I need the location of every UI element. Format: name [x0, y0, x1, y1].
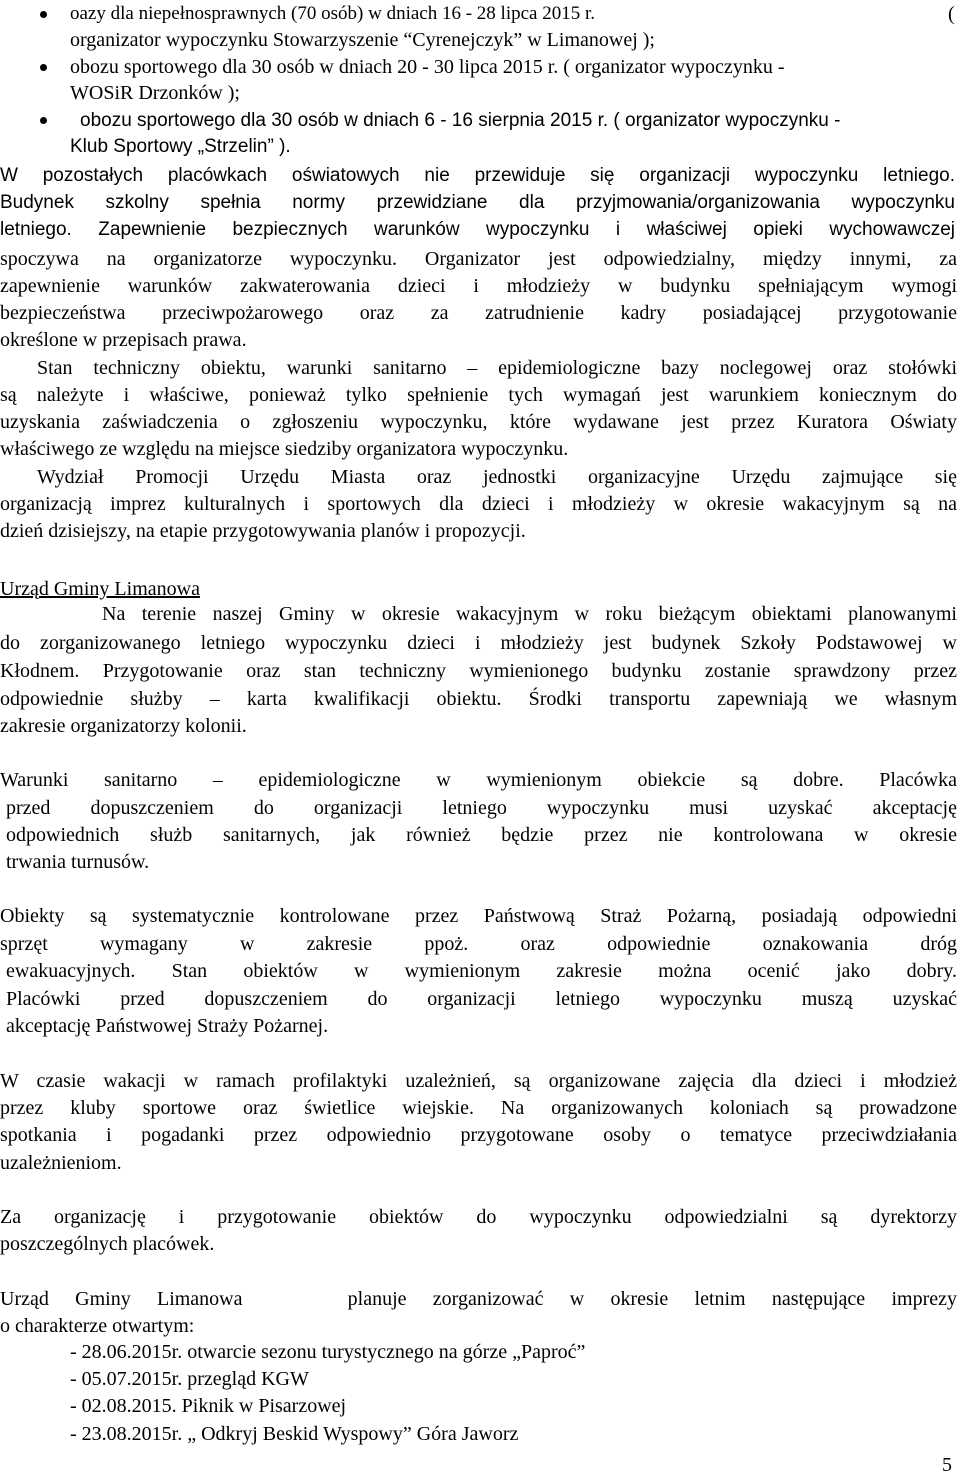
text-line: Za organizację i przygotowanie obiektów do wypoczynku odpowiedzialni są dyrektorzy: [0, 1206, 957, 1228]
text-line: Kłodnem. Przygotowanie oraz stan techniczny wymienionego budynku zostanie sprawdzony przez: [0, 660, 957, 682]
text-line: o charakterze otwartym:: [0, 1315, 195, 1337]
list-item-continuation: Klub Sportowy „Strzelin” ).: [70, 136, 291, 157]
text-line: zakresie organizatorzy kolonii.: [0, 715, 247, 737]
list-item: - 02.08.2015. Piknik w Pisarzowej: [70, 1395, 347, 1417]
text-line: bezpieczeństwa przeciwpożarowego oraz za zatrudnienie kadry posiadającej przygotowanie: [0, 302, 957, 324]
text-line: właściwego ze względu na miejsce siedziby organizatora wypoczynku.: [0, 438, 569, 460]
text-line: określone w przepisach prawa.: [0, 329, 247, 351]
list-item: - 23.08.2015r. „ Odkryj Beskid Wyspowy” Góra Jaworz: [70, 1423, 519, 1445]
text-line: Budynek szkolny spełnia normy przewidziane dla przyjmowania/organizowania wypoczynku: [0, 192, 955, 213]
text-line: spoczywa na organizatorze wypoczynku. Organizator jest odpowiedzialny, między innymi, za: [0, 248, 957, 270]
list-item: - 28.06.2015r. otwarcie sezonu turystycznego na górze „Paproć”: [70, 1341, 586, 1363]
list-item: oazy dla niepełnosprawnych (70 osób) w dniach 16 - 28 lipca 2015 r.: [70, 3, 596, 24]
text-line: przez kluby sportowe oraz świetlice wiejskie. Na organizowanych koloniach są prowadzone: [0, 1097, 957, 1119]
text-line: odpowiednich służb sanitarnych, jak również będzie przez nie kontrolowana w okresie: [6, 824, 957, 846]
text-line: Warunki sanitarno – epidemiologiczne w wymienionym obiekcie są dobre. Placówka: [0, 769, 957, 791]
text-line: sprzęt wymagany w zakresie ppoż. oraz odpowiednie oznakowania dróg: [0, 933, 957, 955]
text-line: ewakuacyjnych. Stan obiektów w wymienionym zakresie można ocenić jako dobry.: [6, 960, 957, 982]
text-line: Stan techniczny obiektu, warunki sanitarno – epidemiologiczne bazy noclegowej oraz stołówki: [37, 357, 957, 379]
text-line: Placówki przed dopuszczeniem do organizacji letniego wypoczynku muszą uzyskać: [6, 988, 957, 1010]
text-line: do zorganizowanego letniego wypoczynku dzieci i młodzieży jest budynek Szkoły Podstawowej w: [0, 632, 957, 654]
list-item: obozu sportowego dla 30 osób w dniach 6 - 16 sierpnia 2015 r. ( organizator wypoczynku -: [80, 110, 841, 131]
list-item-continuation: organizator wypoczynku Stowarzyszenie “Cyrenejczyk” w Limanowej );: [70, 29, 655, 51]
section-heading: Urząd Gminy Limanowa: [0, 578, 200, 600]
text-line: W pozostałych placówkach oświatowych nie przewiduje się organizacji wypoczynku letniego.: [0, 165, 955, 186]
text-line: dzień dzisiejszy, na etapie przygotowywania planów i propozycji.: [0, 520, 526, 542]
list-item: obozu sportowego dla 30 osób w dniach 20 - 30 lipca 2015 r. ( organizator wypoczynku -: [70, 56, 785, 78]
bullet-icon: [40, 64, 47, 71]
list-item-continuation: WOSiR Drzonków );: [70, 82, 240, 104]
text-line: odpowiednie służby – karta kwalifikacji obiektu. Środki transportu zapewniają we własnym: [0, 688, 957, 710]
list-item: - 05.07.2015r. przegląd KGW: [70, 1368, 309, 1390]
bullet-icon: [40, 11, 47, 18]
bullet-icon: [40, 117, 47, 124]
text-line: Obiekty są systematycznie kontrolowane przez Państwową Straż Pożarną, posiadają odpowiedni: [0, 905, 957, 927]
text-line: organizacją imprez kulturalnych i sportowych dla dzieci i młodzieży w okresie wakacyjnym są na: [0, 493, 957, 515]
text-line: trwania turnusów.: [6, 851, 150, 873]
text-line: akceptację Państwowej Straży Pożarnej.: [6, 1015, 329, 1037]
page-number: 5: [942, 1454, 952, 1476]
list-item-tail: (: [948, 3, 955, 25]
text-line: poszczególnych placówek.: [0, 1233, 215, 1255]
text-line: W czasie wakacji w ramach profilaktyki uzależnień, są organizowane zajęcia dla dzieci i młodzież: [0, 1070, 957, 1092]
text-line: uzyskania zaświadczenia o zgłoszeniu wypoczynku, które wydawane jest przez Kuratora Oświaty: [0, 411, 957, 433]
text-line: przed dopuszczeniem do organizacji letniego wypoczynku musi uzyskać akceptację: [6, 797, 957, 819]
text-line: są należyte i właściwe, ponieważ tylko spełnienie tych wymagań jest warunkiem koniecznym do: [0, 384, 957, 406]
text-line: Urząd Gminy Limanowa planuje zorganizować w okresie letnim następujące imprezy: [0, 1288, 957, 1310]
text-line: Na terenie naszej Gminy w okresie wakacyjnym w roku bieżącym obiektami planowanymi: [102, 603, 957, 625]
text-line: letniego. Zapewnienie bezpiecznych warunków wypoczynku i właściwej opieki wychowawczej: [0, 219, 955, 240]
text-line: uzależnieniom.: [0, 1152, 122, 1174]
text-line: zapewnienie warunków zakwaterowania dzieci i młodzieży w budynku spełniającym wymogi: [0, 275, 957, 297]
text-line: spotkania i pogadanki przez odpowiednio przygotowane osoby o tematyce przeciwdziałania: [0, 1124, 957, 1146]
text-line: Wydział Promocji Urzędu Miasta oraz jednostki organizacyjne Urzędu zajmujące się: [37, 466, 957, 488]
